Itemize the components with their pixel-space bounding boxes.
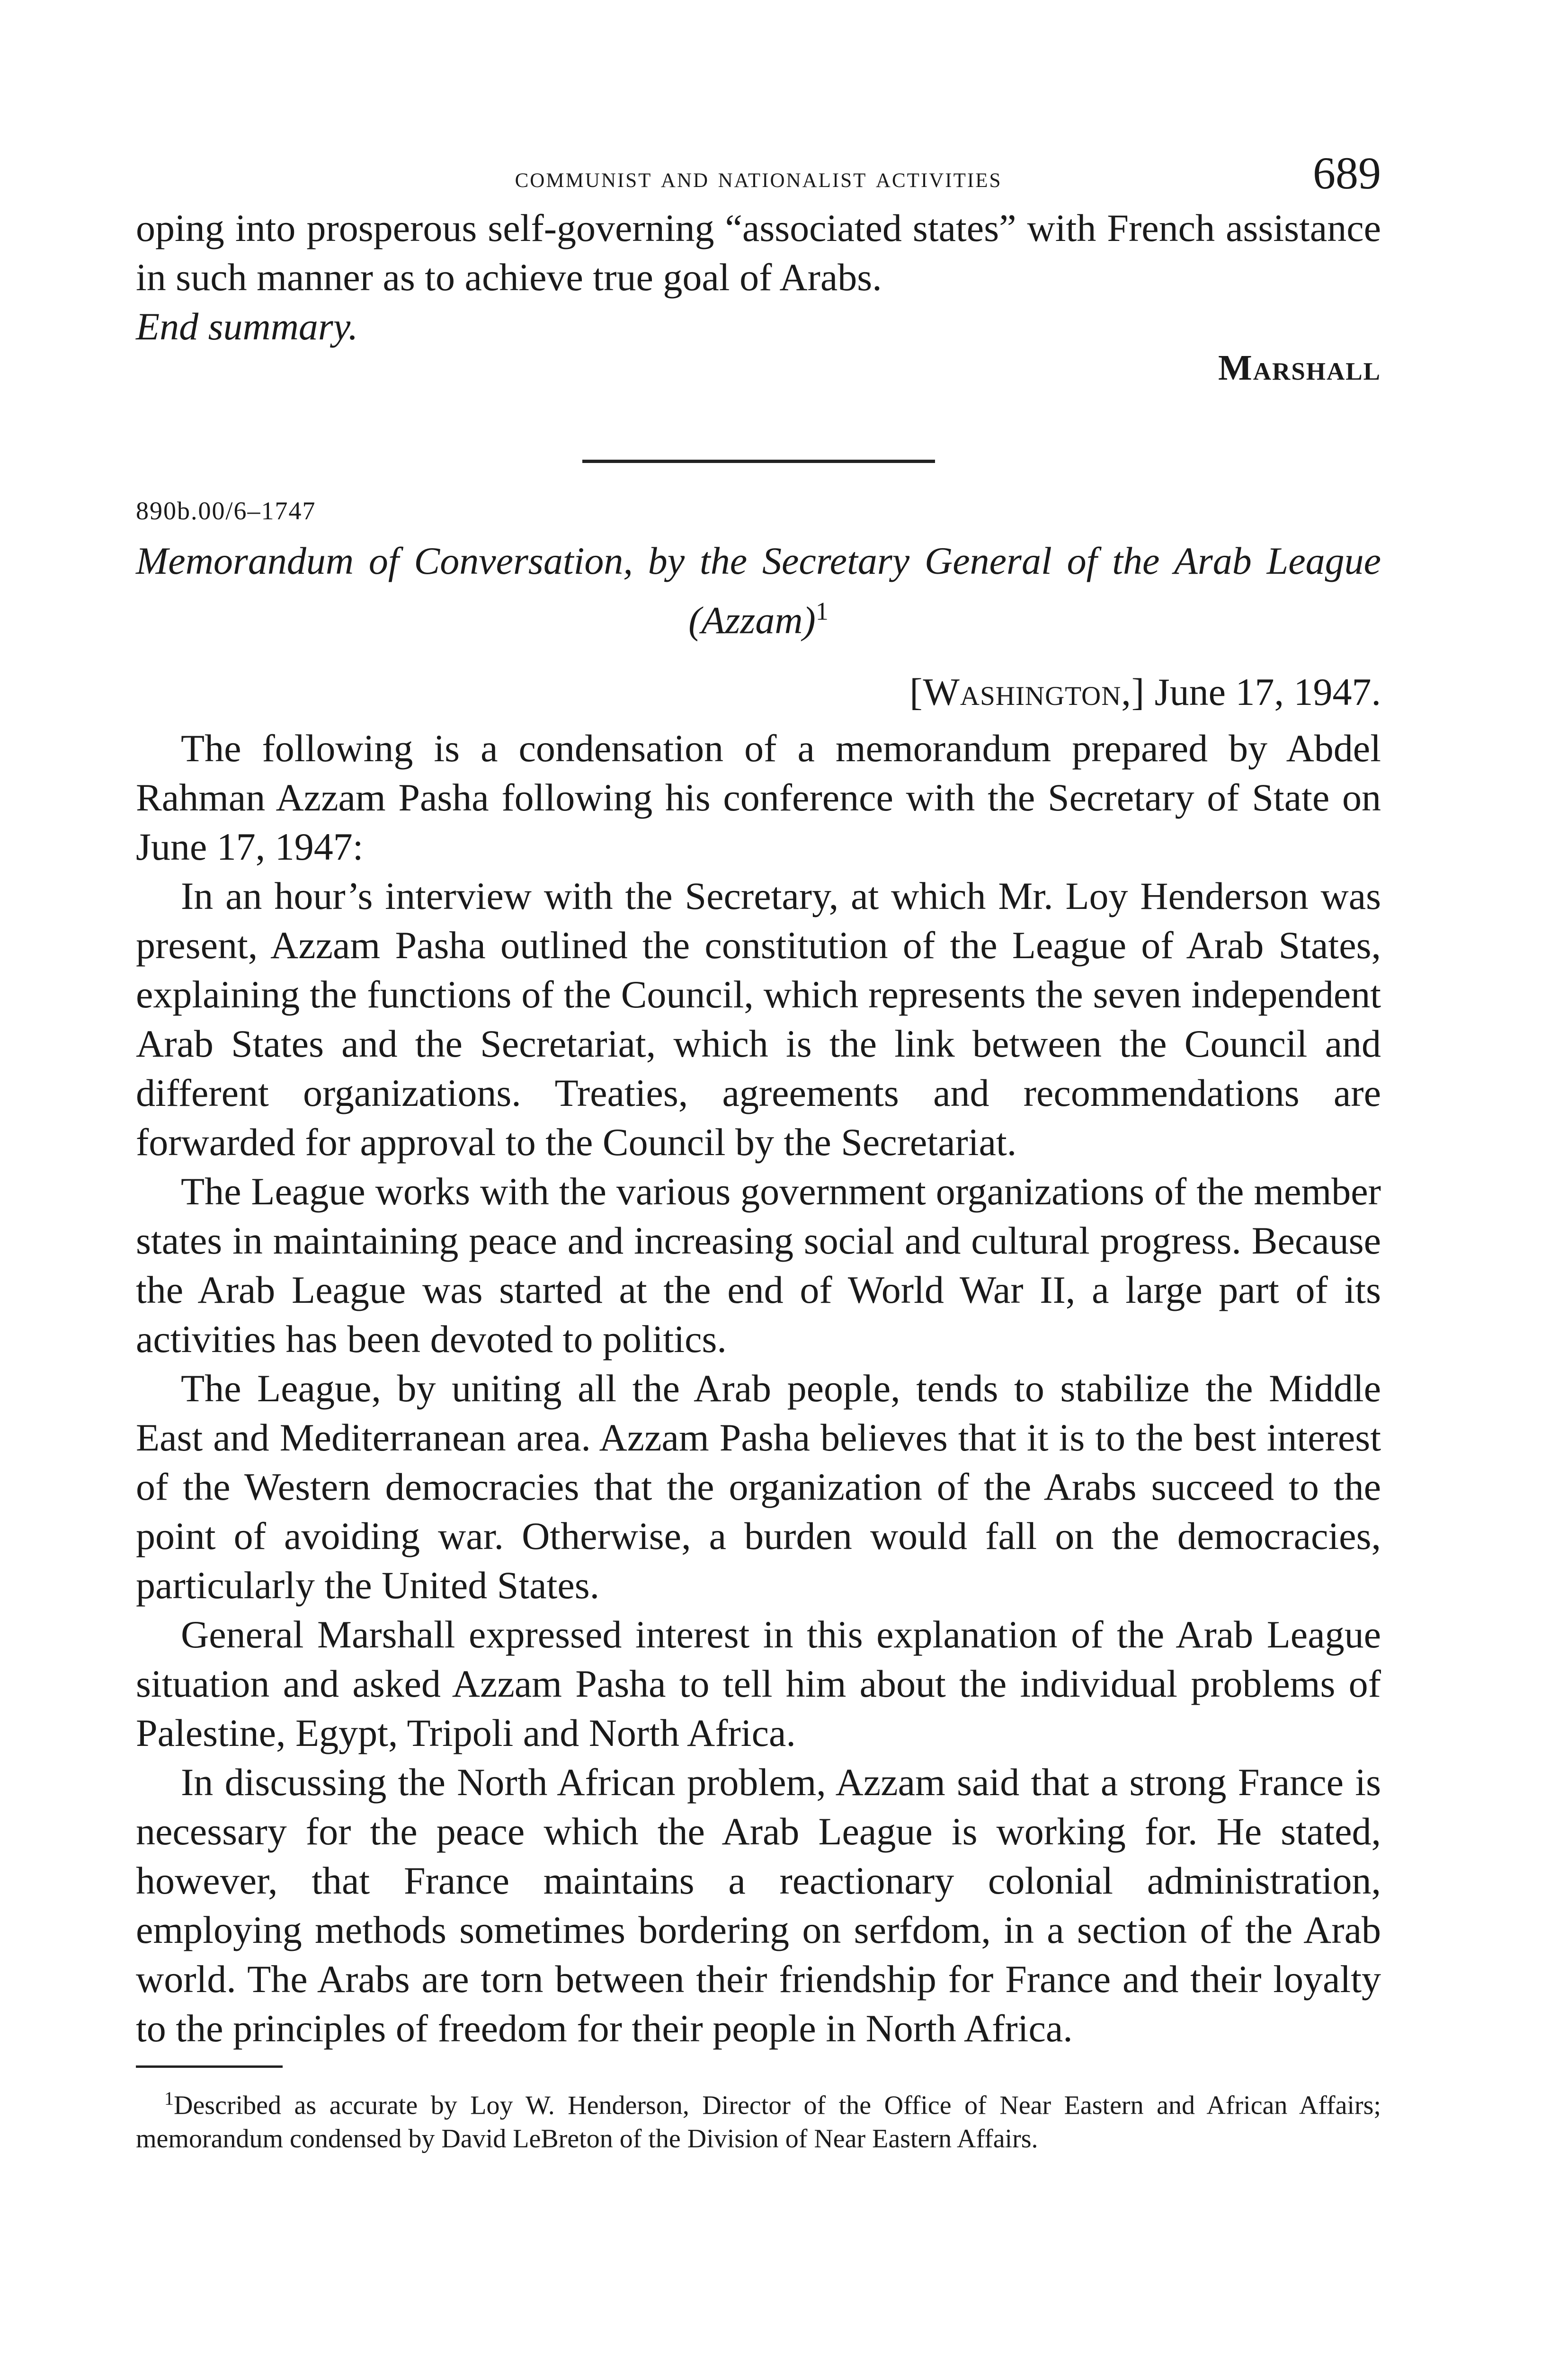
dateline xyxy=(136,670,1381,714)
paragraph: The following is a condensation of a memorandum prepared by Abdel Rahman Azzam Pasha following his conference with the Secretary of State on June 17, 1947: xyxy=(136,727,1381,869)
paragraph: General Marshall expressed interest in this explanation of the Arab League situation and asked Azzam Pasha to tell him about the individual problems of Palestine, Egypt, Tripoli and North Africa. xyxy=(136,1613,1381,1755)
end-summary-label: End summary. xyxy=(136,305,358,348)
section-divider xyxy=(582,460,935,463)
continuation-text: oping into prosperous self-governing “associated states” with French assistance in such manner as to achieve true goal of Arabs. xyxy=(136,206,1381,299)
dateline-date: June 17, 1947. xyxy=(1154,670,1381,714)
running-title: communist and nationalist activities xyxy=(515,161,1002,194)
title-footnote-marker: 1 xyxy=(815,597,829,625)
paragraph: In an hour’s interview with the Secretary, at which Mr. Loy Henderson was present, Azzam Pasha outlined the constitution of the League of Arab States, explaining the functions of the Council, which represents the seven independent Arab States and the Secretariat, which is the link between the Council and different organizations. Treaties, agreements and recommendations are forwarded for approval to the Council by the Secretariat. xyxy=(136,874,1381,1164)
paragraph: The League, by uniting all the Arab people, tends to stabilize the Middle East and Mediterranean area. Azzam Pasha believes that it is to the best interest of the Western democracies that the organization of the Arabs succeed to the point of avoiding war. Otherwise, a burden would fall on the democracies, particularly the United States. xyxy=(136,1367,1381,1607)
document-title xyxy=(136,536,1381,645)
footnote xyxy=(136,2082,1381,2155)
file-number: 890b.00/6–1747 xyxy=(136,497,316,525)
signature: Marshall xyxy=(1218,348,1381,388)
paragraph: In discussing the North African problem, Azzam said that a strong France is necessary for the peace which the Arab League is working for. He stated, however, that France maintains a reactionary colonial administration, employing methods sometimes bordering on serfdom, in a section of the Arab world. The Arabs are torn between their friendship for France and their loyalty to the principles of freedom for their people in North Africa. xyxy=(136,1761,1381,2050)
dateline-place: [Washington,] xyxy=(909,670,1145,714)
document-title-text: Memorandum of Conversation, by the Secretary General of the Arab League (Azzam) xyxy=(136,539,1381,642)
footnote-text: Described as accurate by Loy W. Henderson, Director of the Office of Near Eastern and African Affairs; memorandum condensed by David LeBreton of the Division of Near Eastern Affairs. xyxy=(136,2091,1381,2153)
page-number: 689 xyxy=(1313,148,1381,198)
footnote-marker: 1 xyxy=(164,2088,174,2109)
running-header xyxy=(136,142,1381,204)
paragraph: The League works with the various government organizations of the member states in maintaining peace and increasing social and cultural progress. Because the Arab League was started at the end of World War II, a large part of its activities has been devoted to politics. xyxy=(136,1170,1381,1361)
footnote-rule xyxy=(136,2065,283,2068)
document-page xyxy=(136,142,1381,2155)
